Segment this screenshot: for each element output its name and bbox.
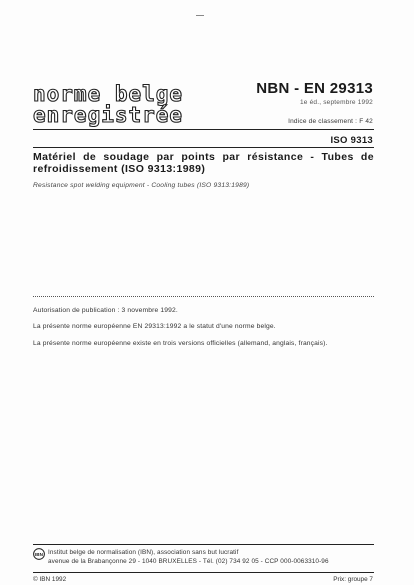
divider-title <box>33 147 374 148</box>
institute-name: Institut belge de normalisation (IBN), association sans but lucratif <box>48 549 239 556</box>
institute-address: avenue de la Brabançonne 29 - 1040 BRUXELLES - Tél. (02) 734 92 05 - CCP 000-0063310-96 <box>48 558 329 565</box>
standard-edition: 1e éd., septembre 1992 <box>299 99 373 106</box>
divider-footer <box>33 544 374 545</box>
divider-bottom <box>33 572 374 573</box>
title-english: Resistance spot welding equipment - Cooling tubes (ISO 9313:1989) <box>33 182 250 189</box>
divider-top <box>33 129 374 130</box>
price-group: Prix: groupe 7 <box>333 576 373 583</box>
brand-logotype <box>33 84 183 126</box>
classification-index: Indice de classement : F 42 <box>288 118 373 125</box>
standard-status: La présente norme européenne EN 29313:1992 a le statut d'une norme belge. <box>33 323 276 330</box>
divider-body <box>33 296 374 297</box>
standard-number: NBN - EN 29313 <box>256 80 373 97</box>
iso-reference: ISO 9313 <box>330 135 373 146</box>
ibn-logo-text: IBN <box>35 551 43 557</box>
brand-line-1: norme belge <box>33 82 184 106</box>
publication-authorization: Autorisation de publication : 3 novembre 1992. <box>33 307 178 314</box>
brand-line-2: enregistrée <box>33 103 184 127</box>
title-french: Matériel de soudage par points par résistance - Tubes de refroidissement (ISO 9313:1989) <box>33 151 374 175</box>
ibn-logo-icon <box>33 548 45 560</box>
language-versions: La présente norme européenne existe en trois versions officielles (allemand, anglais, français). <box>33 340 328 347</box>
scan-mark <box>196 15 204 16</box>
copyright: © IBN 1992 <box>33 576 67 583</box>
standard-header <box>256 80 373 106</box>
